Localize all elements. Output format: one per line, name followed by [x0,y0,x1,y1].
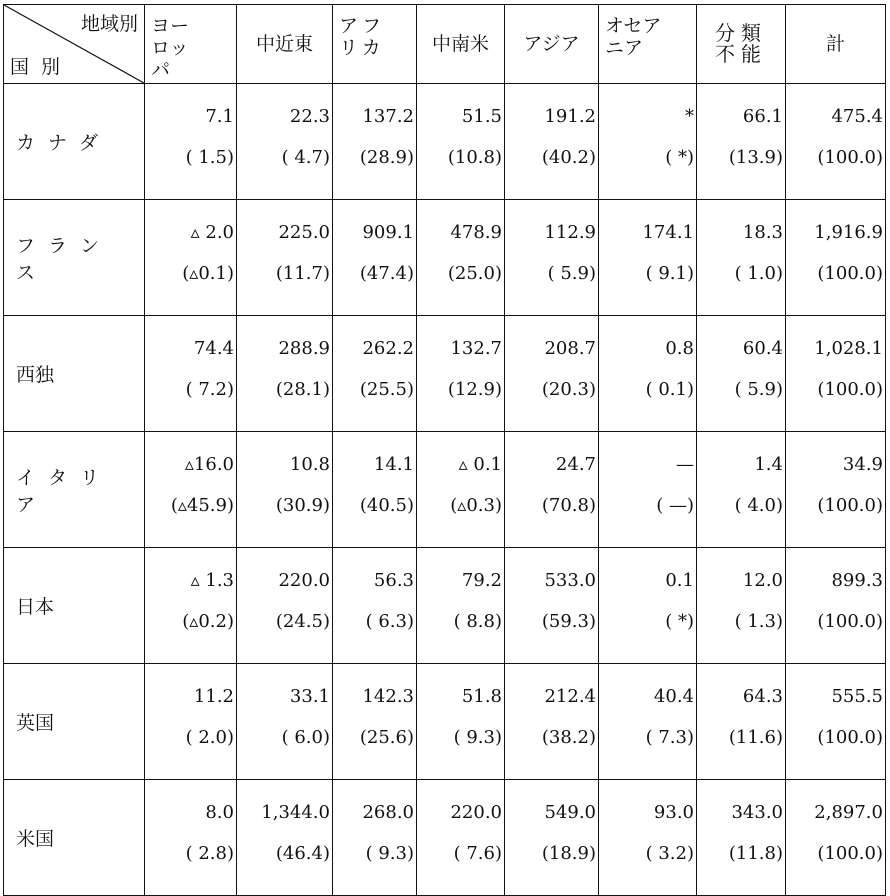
amount-value: 64.3 [742,686,783,707]
amount-value: 899.3 [831,570,883,591]
share-percent: (11.6) [728,727,783,748]
country-cell [4,84,145,200]
share-percent: (47.4) [359,263,414,284]
amount-value: ▵ 0.1 [458,454,502,475]
share-percent: (100.0) [817,263,883,284]
amount-value: 18.3 [742,222,783,243]
amount-value: 555.5 [831,686,883,707]
share-percent: ( 9.1) [645,263,694,284]
share-percent: ( —) [656,495,694,516]
share-percent: (70.8) [541,495,596,516]
share-percent: (10.8) [447,147,502,168]
share-percent: ( 1.0) [734,263,783,284]
share-percent: ( 9.3) [365,843,414,864]
value-cell [697,548,786,664]
value-cell [333,664,417,780]
share-percent: (13.9) [728,147,783,168]
value-cell [786,84,886,200]
amount-value: 212.4 [544,686,596,707]
amount-value: 40.4 [653,686,694,707]
column-header-label: 分類不能 [715,21,767,66]
amount-value: 11.2 [193,686,234,707]
value-cell [333,316,417,432]
column-header-europe [145,5,237,84]
table-row [4,780,886,896]
share-percent: ( 6.0) [281,727,330,748]
value-cell [697,780,786,896]
amount-value: 34.9 [842,454,883,475]
amount-value: 220.0 [278,570,330,591]
amount-value: 74.4 [193,338,234,359]
share-percent: (100.0) [817,379,883,400]
amount-value: 1,344.0 [261,802,330,823]
country-name-char: 日 [16,596,36,618]
share-percent: (28.1) [275,379,330,400]
value-cell [145,84,237,200]
amount-value: 220.0 [450,802,502,823]
share-percent: (20.3) [541,379,596,400]
country-cell [4,664,145,780]
share-percent: ( 1.5) [185,147,234,168]
share-percent: (100.0) [817,147,883,168]
country-name-char: 米 [16,828,36,850]
country-name [16,708,132,735]
country-name-char: 国 [35,828,55,850]
value-cell [145,548,237,664]
country-name [16,360,132,387]
amount-value: 12.0 [742,570,783,591]
value-cell [599,780,697,896]
amount-value: 343.0 [731,802,783,823]
value-cell [145,316,237,432]
country-cell [4,432,145,548]
column-header-asia: アジア [505,5,599,84]
country-cell [4,200,145,316]
amount-value: 191.2 [544,106,596,127]
country-name: イタリア [16,466,113,516]
value-cell [333,780,417,896]
share-percent: (25.6) [359,727,414,748]
share-percent: (25.0) [447,263,502,284]
value-cell [417,316,505,432]
country-name-char: 独 [35,364,55,386]
share-percent: ( *) [665,147,694,168]
share-percent: ( 3.2) [645,843,694,864]
value-cell [786,200,886,316]
share-percent: (100.0) [817,727,883,748]
value-cell [505,548,599,664]
table-row [4,316,886,432]
value-cell [237,316,333,432]
table-row [4,200,886,316]
amount-value: 0.1 [665,570,694,591]
amount-value: — [676,454,694,475]
value-cell [333,432,417,548]
value-cell [237,432,333,548]
value-cell [505,84,599,200]
data-table [3,4,886,896]
country-name-char: 西 [16,364,36,386]
share-percent: ( 4.7) [281,147,330,168]
country-name [16,824,132,851]
amount-value: 288.9 [278,338,330,359]
value-cell [145,780,237,896]
amount-value: 208.7 [544,338,596,359]
amount-value: 51.5 [461,106,502,127]
share-percent: ( 9.3) [453,727,502,748]
share-percent: (59.3) [541,611,596,632]
value-cell [786,432,886,548]
share-percent: ( *) [665,611,694,632]
value-cell [599,316,697,432]
share-percent: ( 5.9) [547,263,596,284]
column-header-oceania [599,5,697,84]
amount-value: 909.1 [362,222,414,243]
column-header-latin-america: 中南米 [417,5,505,84]
share-percent: ( 4.0) [734,495,783,516]
share-percent: (100.0) [817,843,883,864]
value-cell [417,432,505,548]
share-percent: (24.5) [275,611,330,632]
share-percent: (▵0.1) [182,263,234,284]
value-cell [145,664,237,780]
amount-value: ▵ 2.0 [190,222,234,243]
share-percent: (100.0) [817,495,883,516]
share-percent: ( 8.8) [453,611,502,632]
share-percent: (▵0.3) [450,495,502,516]
share-percent: (100.0) [817,611,883,632]
value-cell [237,548,333,664]
value-cell [599,432,697,548]
amount-value: 549.0 [544,802,596,823]
share-percent: ( 2.8) [185,843,234,864]
value-cell [697,664,786,780]
amount-value: 56.3 [373,570,414,591]
share-percent: ( 0.1) [645,379,694,400]
value-cell [145,200,237,316]
share-percent: (12.9) [447,379,502,400]
corner-top-label: 地域別 [80,13,138,35]
share-percent: (25.5) [359,379,414,400]
value-cell [786,548,886,664]
share-percent: (30.9) [275,495,330,516]
share-percent: ( 2.0) [185,727,234,748]
value-cell [786,664,886,780]
value-cell [697,84,786,200]
share-percent: ( 7.3) [645,727,694,748]
value-cell [599,84,697,200]
amount-value: 51.8 [461,686,502,707]
country-name [16,592,132,619]
amount-value: 1.4 [754,454,783,475]
amount-value: 132.7 [450,338,502,359]
amount-value: ▵16.0 [184,454,234,475]
value-cell [417,664,505,780]
amount-value: 7.1 [205,106,234,127]
amount-value: 225.0 [278,222,330,243]
amount-value: 1,028.1 [814,338,883,359]
value-cell [599,548,697,664]
share-percent: (▵45.9) [170,495,234,516]
value-cell [697,432,786,548]
country-cell [4,780,145,896]
value-cell [417,780,505,896]
value-cell [786,780,886,896]
country-cell [4,316,145,432]
share-percent: (11.8) [728,843,783,864]
share-percent: ( 7.2) [185,379,234,400]
amount-value: 112.9 [544,222,596,243]
table-row [4,548,886,664]
amount-value: 533.0 [544,570,596,591]
value-cell [505,316,599,432]
column-header-label: ヨーロッパ [151,15,190,81]
value-cell [417,84,505,200]
country-name-char: 国 [35,712,55,734]
column-header-unclassified [697,5,786,84]
value-cell [599,664,697,780]
amount-value: 262.2 [362,338,414,359]
column-header-total: 計 [786,5,886,84]
amount-value: 79.2 [461,570,502,591]
value-cell [333,548,417,664]
share-percent: (40.2) [541,147,596,168]
amount-value: 8.0 [205,802,234,823]
value-cell [417,200,505,316]
value-cell [237,200,333,316]
value-cell [237,780,333,896]
table-row [4,432,886,548]
share-percent: (28.9) [359,147,414,168]
share-percent: (▵0.2) [182,611,234,632]
share-percent: ( 7.6) [453,843,502,864]
column-header-label: アフリカ [339,15,386,59]
share-percent: ( 6.3) [365,611,414,632]
amount-value: 10.8 [289,454,330,475]
table-row [4,664,886,780]
value-cell [333,84,417,200]
share-percent: (11.7) [275,263,330,284]
amount-value: 137.2 [362,106,414,127]
country-cell [4,548,145,664]
header-row [4,5,886,84]
value-cell [697,200,786,316]
amount-value: 0.8 [665,338,694,359]
value-cell [599,200,697,316]
amount-value: 2,897.0 [814,802,883,823]
column-header-africa [333,5,417,84]
share-percent: (46.4) [275,843,330,864]
amount-value: 142.3 [362,686,414,707]
amount-value: 268.0 [362,802,414,823]
value-cell [237,84,333,200]
country-name-char: 本 [35,596,55,618]
amount-value: 66.1 [742,106,783,127]
share-percent: ( 1.3) [734,611,783,632]
column-header-middle-east: 中近東 [237,5,333,84]
amount-value: 475.4 [831,106,883,127]
corner-cell [4,5,145,84]
value-cell [786,316,886,432]
amount-value: 33.1 [289,686,330,707]
amount-value: ▵ 1.3 [190,570,234,591]
amount-value: 60.4 [742,338,783,359]
value-cell [237,664,333,780]
corner-bottom-label: 国別 [10,56,73,78]
amount-value: 478.9 [450,222,502,243]
country-name-char: 英 [16,712,36,734]
share-percent: (38.2) [541,727,596,748]
amount-value: 14.1 [373,454,414,475]
value-cell [145,432,237,548]
amount-value: 1,916.9 [814,222,883,243]
value-cell [505,780,599,896]
value-cell [697,316,786,432]
value-cell [505,200,599,316]
value-cell [417,548,505,664]
value-cell [333,200,417,316]
country-name: フランス [16,234,113,284]
amount-value: 22.3 [289,106,330,127]
value-cell [505,664,599,780]
share-percent: (40.5) [359,495,414,516]
value-cell [505,432,599,548]
amount-value: * [685,106,694,127]
amount-value: 24.7 [555,454,596,475]
table-row [4,84,886,200]
amount-value: 93.0 [653,802,694,823]
column-header-label: オセアニア [605,15,662,59]
share-percent: ( 5.9) [734,379,783,400]
country-name: カナダ [16,132,112,154]
amount-value: 174.1 [642,222,694,243]
share-percent: (18.9) [541,843,596,864]
